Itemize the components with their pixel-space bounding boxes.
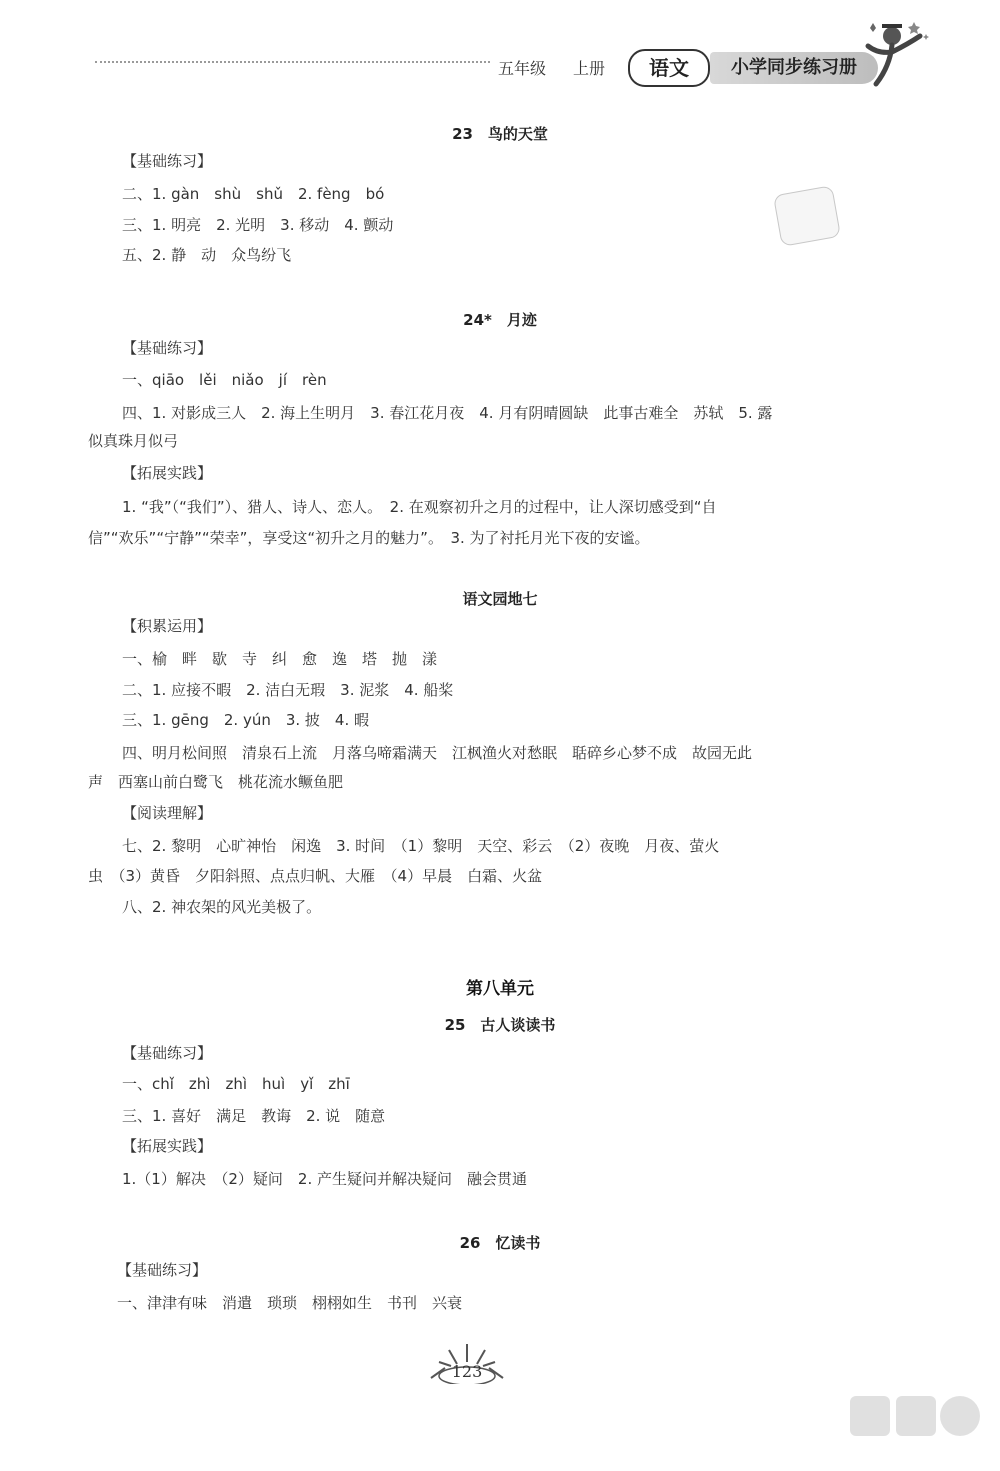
answer-line: 似真珠月似弓 bbox=[88, 432, 179, 450]
section-heading: 【基础练习】 bbox=[117, 1261, 208, 1279]
answer-line: 四、1. 对影成三人 2. 海上生明月 3. 春江花月夜 4. 月有阴晴圆缺 此事古难全 苏轼 5. 露 bbox=[122, 404, 773, 422]
section-heading: 【阅读理解】 bbox=[122, 804, 213, 822]
section-heading: 【拓展实践】 bbox=[122, 464, 213, 482]
section-heading: 【基础练习】 bbox=[122, 339, 213, 357]
answer-line: 信”“欢乐”“宁静”“荣幸”，享受这“初升之月的魅力”。 3. 为了衬托月光下夜的安谧。 bbox=[88, 529, 650, 547]
lesson-25-title: 25 古人谈读书 bbox=[444, 1016, 556, 1034]
garden-7-title: 语文园地七 bbox=[462, 590, 538, 608]
section-heading: 【基础练习】 bbox=[122, 152, 213, 170]
answer-line: 八、2. 神农架的风光美极了。 bbox=[122, 898, 322, 916]
answer-line: 三、1. 明亮 2. 光明 3. 移动 4. 颤动 bbox=[122, 216, 394, 234]
section-heading: 【积累运用】 bbox=[122, 617, 213, 635]
answer-line: 七、2. 黎明 心旷神怡 闲逸 3. 时间 （1）黎明 天空、彩云 （2）夜晚 月夜、萤火 bbox=[122, 837, 720, 855]
answer-line: 五、2. 静 动 众鸟纷飞 bbox=[122, 246, 292, 264]
answer-line: 1. “我”（“我们”）、猎人、诗人、恋人。 2. 在观察初升之月的过程中，让人深切感受到“自 bbox=[122, 498, 717, 516]
answer-line: 1.（1）解决 （2）疑问 2. 产生疑问并解决疑问 融会贯通 bbox=[122, 1170, 527, 1188]
answer-line: 一、津津有味 消遣 琐琐 栩栩如生 书刊 兴衰 bbox=[117, 1294, 463, 1312]
answer-line: 三、1. gēng 2. yún 3. 披 4. 暇 bbox=[122, 711, 369, 729]
answer-line: 虫 （3）黄昏 夕阳斜照、点点归帆、大雁 （4）早晨 白霜、火盆 bbox=[88, 867, 543, 885]
section-heading: 【拓展实践】 bbox=[122, 1137, 213, 1155]
unit-8-title: 第八单元 bbox=[466, 979, 534, 999]
answer-line: 三、1. 喜好 满足 教诲 2. 说 随意 bbox=[122, 1107, 386, 1125]
header-dotted-rule bbox=[95, 61, 490, 63]
mascot-student-icon bbox=[862, 14, 934, 98]
answer-line: 一、chǐ zhì zhì huì yǐ zhī bbox=[122, 1075, 350, 1093]
answer-line: 一、榆 畔 歇 寺 纠 愈 逸 塔 抛 漾 bbox=[122, 650, 438, 668]
answer-line: 一、qiāo lěi niǎo jí rèn bbox=[122, 371, 327, 389]
answer-line: 二、1. 应接不暇 2. 洁白无瑕 3. 泥浆 4. 船桨 bbox=[122, 681, 454, 699]
header-volume: 上册 bbox=[573, 59, 606, 78]
answer-line: 声 西塞山前白鹭飞 桃花流水鳜鱼肥 bbox=[88, 773, 344, 791]
answer-line: 二、1. gàn shù shǔ 2. fèng bó bbox=[122, 185, 385, 203]
header-grade: 五年级 bbox=[498, 59, 547, 78]
header-subject-badge: 语文 bbox=[628, 49, 710, 87]
stamp-mark bbox=[773, 185, 841, 247]
watermark-logo-icon bbox=[846, 1390, 986, 1462]
page-number: 123 bbox=[451, 1362, 483, 1381]
header-series-title: 小学同步练习册 bbox=[710, 52, 878, 84]
answer-line: 四、明月松间照 清泉石上流 月落乌啼霜满天 江枫渔火对愁眠 聒碎乡心梦不成 故园无此 bbox=[122, 744, 753, 762]
section-heading: 【基础练习】 bbox=[122, 1044, 213, 1062]
lesson-24-title: 24* 月迹 bbox=[463, 311, 537, 329]
lesson-23-title: 23 鸟的天堂 bbox=[452, 125, 548, 143]
lesson-26-title: 26 忆读书 bbox=[459, 1234, 541, 1252]
